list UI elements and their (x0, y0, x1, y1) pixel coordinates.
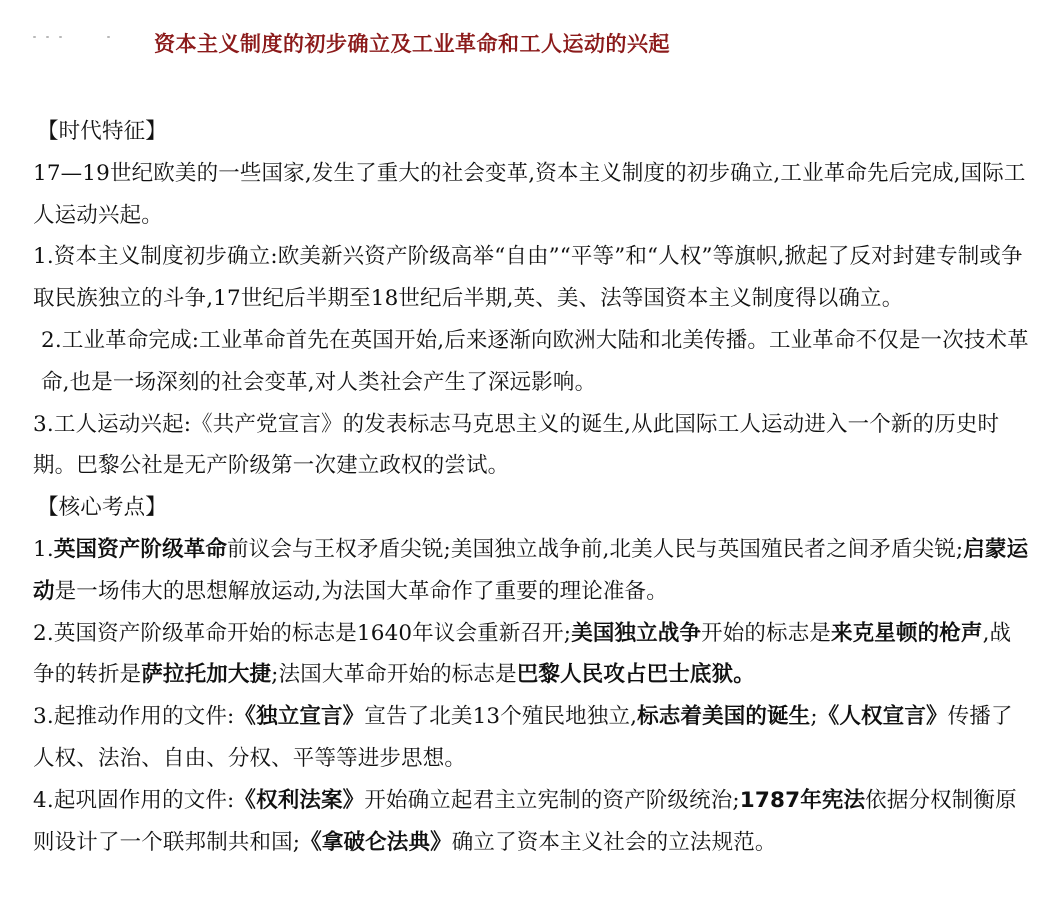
document-body (33, 111, 1029, 863)
core-point-1-text-a: 前议会与王权矛盾尖锐;美国独立战争前,北美人民与英国殖民者之间矛盾尖锐; (227, 536, 964, 562)
core-point-2 (33, 613, 1029, 697)
core-point-3-text-a: 3.起推动作用的文件: (33, 704, 235, 730)
era-point-2: 2.工业革命完成:工业革命首先在英国开始,后来逐渐向欧洲大陆和北美传播。工业革命不仅是一次技术革命,也是一场深刻的社会变革,对人类社会产生了深远影响。 (41, 327, 1029, 395)
highlight-declaration-independence: 《独立宣言》 (234, 704, 365, 730)
highlight-bill-of-rights: 《权利法案》 (234, 787, 365, 813)
core-point-3-text-b: 宣告了北美13个殖民地独立, (364, 704, 638, 730)
highlight-enlightenment: 启蒙运动 (33, 536, 1029, 604)
era-intro: 17—19世纪欧美的一些国家,发生了重大的社会变革,资本主义制度的初步确立,工业革命先后完成,国际工人运动兴起。 (33, 160, 1026, 228)
core-point-2-text-d: ;法国大革命开始的标志是 (271, 662, 517, 688)
highlight-rights-of-man: 《人权宣言》 (817, 704, 948, 730)
core-point-1-number: 1. (33, 536, 54, 562)
core-point-1 (33, 529, 1029, 613)
core-point-1-text-b: 是一场伟大的思想解放运动,为法国大革命作了重要的理论准备。 (54, 578, 668, 604)
era-point-1: 1.资本主义制度初步确立:欧美新兴资产阶级高举“自由”“平等”和“人权”等旗帜,掀起了反对封建专制或争取民族独立的斗争,17世纪后半期至18世纪后半期,英、美、法等国资本主义制度得以确立。 (33, 244, 1023, 312)
core-point-4 (33, 780, 1029, 864)
core-point-2-text-c: ,战争的转折是 (33, 620, 1012, 688)
core-point-4-text-b: 开始确立起君主立宪制的资产阶级统治; (364, 787, 740, 813)
highlight-napoleonic-code: 《拿破仑法典》 (300, 829, 452, 855)
scan-speckles (33, 36, 113, 42)
core-point-2-text-a: 2.英国资产阶级革命开始的标志是1640年议会重新召开; (33, 620, 572, 646)
era-point-3: 3.工人运动兴起:《共产党宣言》的发表标志马克思主义的诞生,从此国际工人运动进入一个新的历史时期。巴黎公社是无产阶级第一次建立政权的尝试。 (33, 411, 1000, 479)
core-heading: 【核心考点】 (37, 495, 167, 521)
core-point-3 (33, 696, 1029, 780)
core-point-4-text-d: 确立了资本主义社会的立法规范。 (451, 829, 777, 855)
era-heading: 【时代特征】 (37, 119, 167, 144)
highlight-american-war: 美国独立战争 (571, 620, 702, 646)
highlight-birth-of-usa: 标志着美国的诞生 (637, 704, 811, 730)
core-point-4-text-a: 4.起巩固作用的文件: (33, 787, 235, 813)
core-point-3-text-d: 传播了人权、法治、自由、分权、平等等进步思想。 (33, 704, 1013, 771)
highlight-bastille: 巴黎人民攻占巴士底狱。 (516, 662, 755, 688)
core-point-4-text-c: 依据分权制衡原则设计了一个联邦制共和国; (33, 787, 1017, 855)
document-title: 资本主义制度的初步确立及工业革命和工人运动的兴起 (154, 32, 670, 56)
core-point-2-text-b: 开始的标志是 (701, 620, 831, 646)
core-point-3-text-c: ; (810, 704, 818, 730)
highlight-lexington: 来克星顿的枪声 (831, 620, 983, 646)
highlight-english-revolution: 英国资产阶级革命 (53, 536, 228, 562)
highlight-1787-constitution: 1787年宪法 (739, 787, 866, 813)
highlight-saratoga: 萨拉托加大捷 (141, 662, 272, 688)
